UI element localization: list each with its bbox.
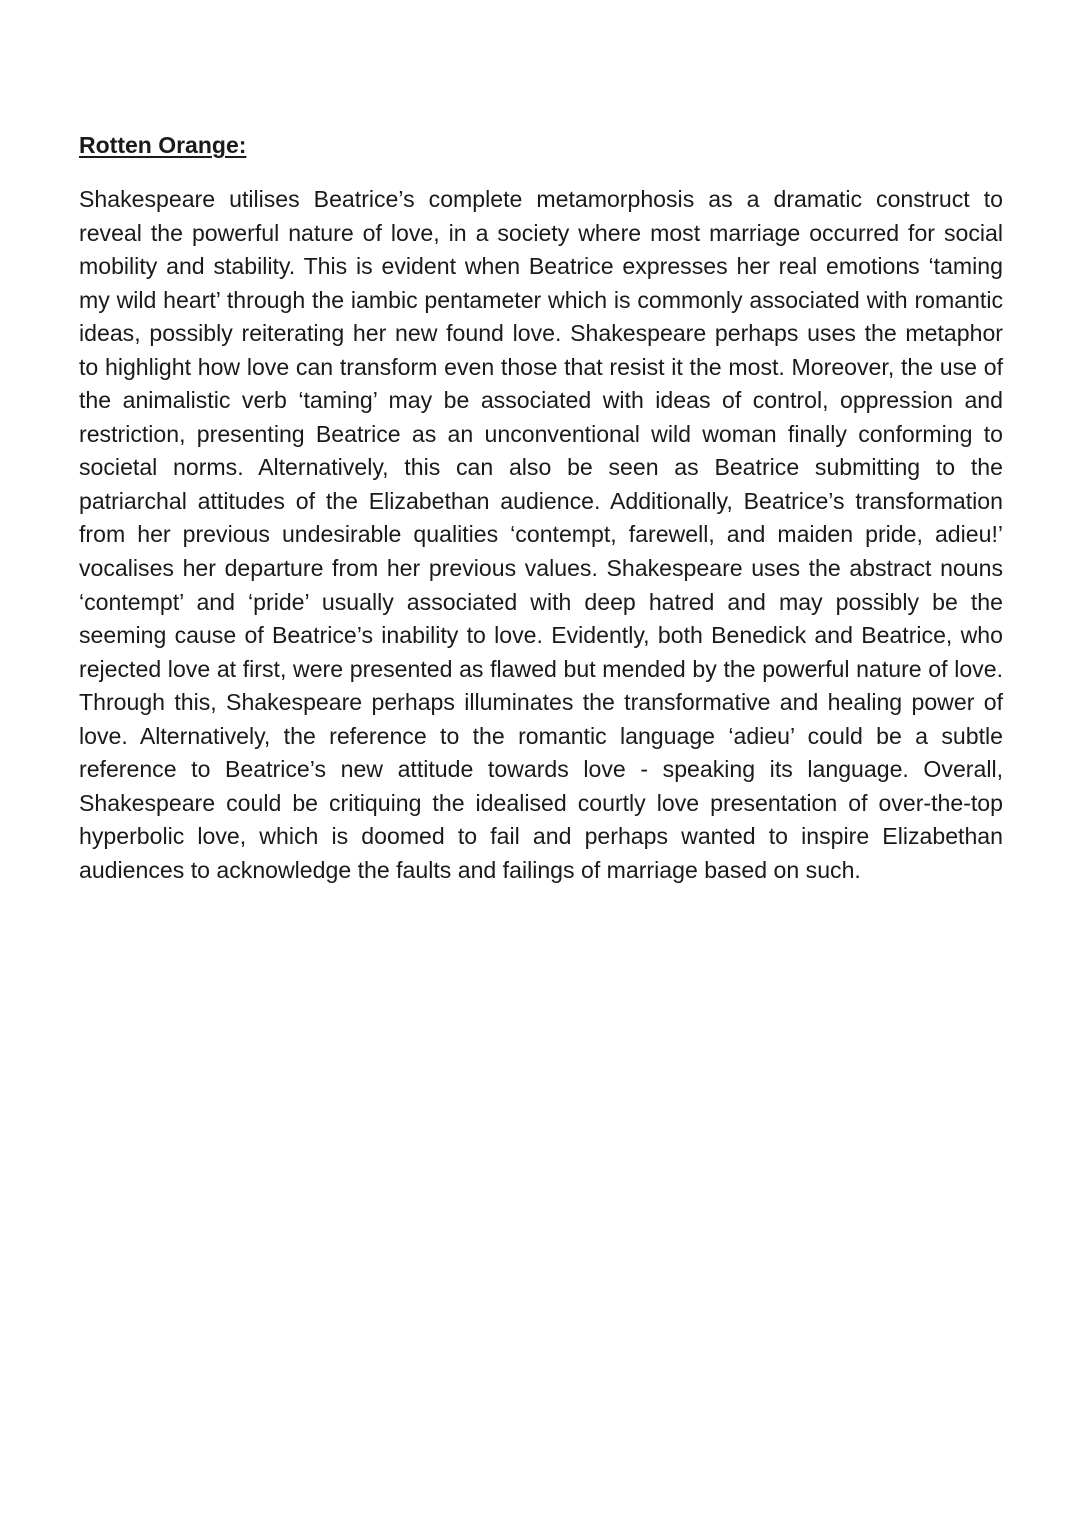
document-content — [79, 128, 1003, 887]
body-paragraph: Shakespeare utilises Beatrice’s complete metamorphosis as a dramatic construct to reveal the powerful nature of love, in a society where most marriage occurred for social mobility and stability. This is evident when Beatrice expresses her real emotions ‘taming my wild heart’ through the iambic pentameter which is commonly associated with romantic ideas, possibly reiterating her new found love. Shakespeare perhaps uses the metaphor to highlight how love can transform even those that resist it the most. Moreover, the use of the animalistic verb ‘taming’ may be associated with ideas of control, oppression and restriction, presenting Beatrice as an unconventional wild woman finally conforming to societal norms. Alternatively, this can also be seen as Beatrice submitting to the patriarchal attitudes of the Elizabethan audience. Additionally, Beatrice’s transformation from her previous undesirable qualities ‘contempt, farewell, and maiden pride, adieu!’ vocalises her departure from her previous values. Shakespeare uses the abstract nouns ‘contempt’ and ‘pride’ usually associated with deep hatred and may possibly be the seeming cause of Beatrice’s inability to love. Evidently, both Benedick and Beatrice, who rejected love at first, were presented as flawed but mended by the powerful nature of love. Through this, Shakespeare perhaps illuminates the transformative and healing power of love. Alternatively, the reference to the romantic language ‘adieu’ could be a subtle reference to Beatrice’s new attitude towards love - speaking its language. Overall, Shakespeare could be critiquing the idealised courtly love presentation of over-the-top hyperbolic love, which is doomed to fail and perhaps wanted to inspire Elizabethan audiences to acknowledge the faults and failings of marriage based on such. — [79, 186, 1003, 883]
section-heading: Rotten Orange: — [79, 132, 247, 158]
